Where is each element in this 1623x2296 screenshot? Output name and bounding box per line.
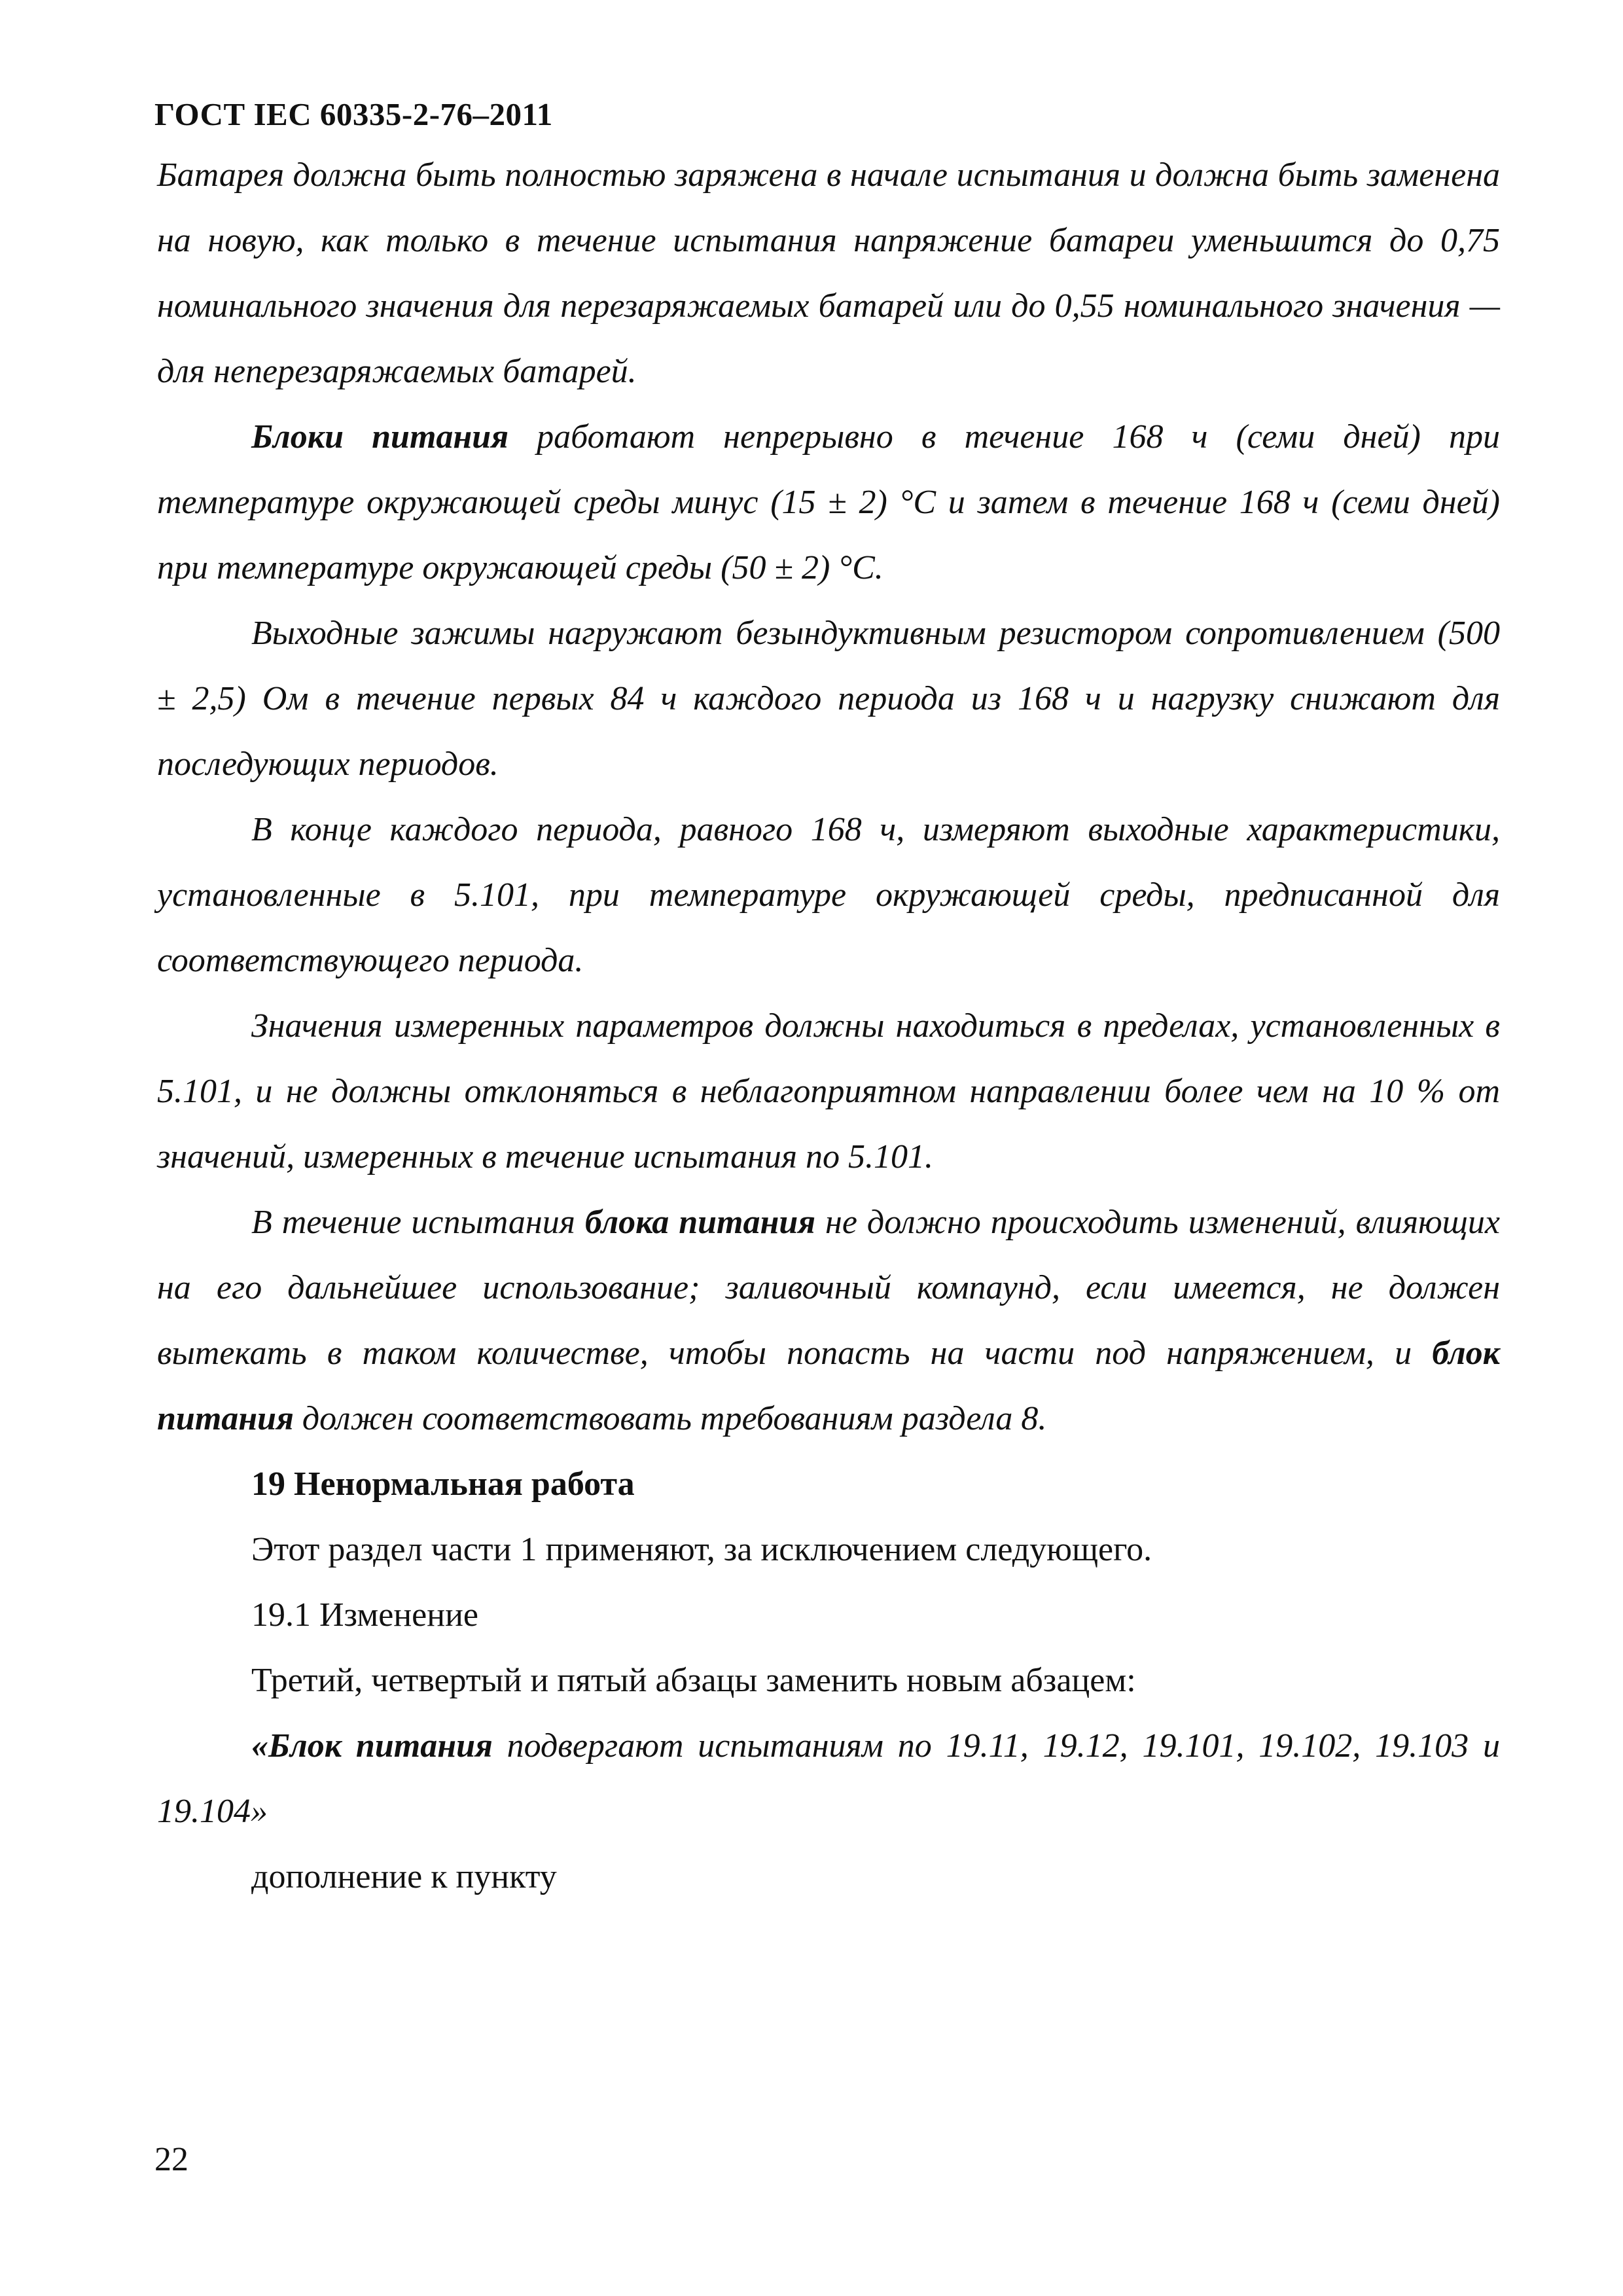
paragraph-during-test-part2: не должно происходить изменений, влияющих на его дальнейшее использование; заливочный компаунд, если имеется, не должен вытекать в таком количестве, чтобы попасть на части под напряжением, и [157, 1204, 1501, 1372]
page-number: 22 [154, 2141, 188, 2178]
paragraph-power-units [157, 404, 1500, 601]
term-power-units: Блоки питания [251, 418, 509, 456]
paragraph-measured-values: Значения измеренных параметров должны находиться в пределах, установленных в 5.101, и не должны отклоняться в неблагоприятном направлении более чем на 10 % от значений, измеренных в течение испытания по 5.101. [157, 1007, 1500, 1175]
standard-header: ГОСТ IEC 60335-2-76–2011 [154, 96, 553, 132]
paragraph-during-test-part1: В течение испытания [251, 1204, 585, 1241]
body-text [157, 143, 1500, 1910]
quote-open-mark: « [251, 1727, 268, 1765]
section-heading: 19 Ненормальная работа [251, 1465, 635, 1503]
subclause-title: 19.1 Изменение [251, 1596, 478, 1634]
quote-paragraph [157, 1713, 1500, 1844]
section-intro: Этот раздел части 1 применяют, за исключением следующего. [251, 1531, 1152, 1568]
term-power-unit-2: блок питания [157, 1335, 1500, 1437]
paragraph-period-end: В конце каждого периода, равного 168 ч, измеряют выходные характеристики, установленные в 5.101, при температуре окружающей среды, предписанной для соответствующего периода. [157, 811, 1500, 979]
paragraph-battery: Батарея должна быть полностью заряжена в начале испытания и должна быть заменена на новую, как только в течение испытания напряжение батареи уменьшится до 0,75 номинального значения для перезаряжаемых батарей или до 0,55 номинального значения — для неперезаряжаемых батарей. [157, 156, 1500, 390]
paragraph-output-terminals: Выходные зажимы нагружают безындуктивным резистором сопротивлением (500 ± 2,5) Ом в течение первых 84 ч каждого периода из 168 ч и нагрузку снижают для последующих периодов. [157, 615, 1500, 783]
addition-line: дополнение к пункту [251, 1858, 557, 1895]
paragraph-during-test-part3: должен соответствовать требованиям раздела 8. [293, 1400, 1047, 1437]
paragraph-power-units-text: работают непрерывно в течение 168 ч (семи дней) при температуре окружающей среды минус (15 ± 2) °С и затем в течение 168 ч (семи дней) при температуре окружающей среды (50 ± 2) °С. [157, 418, 1501, 586]
term-power-unit-1: блока питания [584, 1204, 816, 1241]
paragraph-during-test [157, 1190, 1500, 1452]
term-power-unit-quote: Блок питания [268, 1727, 493, 1765]
instruction-line: Третий, четвертый и пятый абзацы заменить новым абзацем: [251, 1662, 1136, 1699]
quote-text: подвергают испытаниям по 19.11, 19.12, 19.101, 19.102, 19.103 и 19.104» [157, 1727, 1501, 1830]
